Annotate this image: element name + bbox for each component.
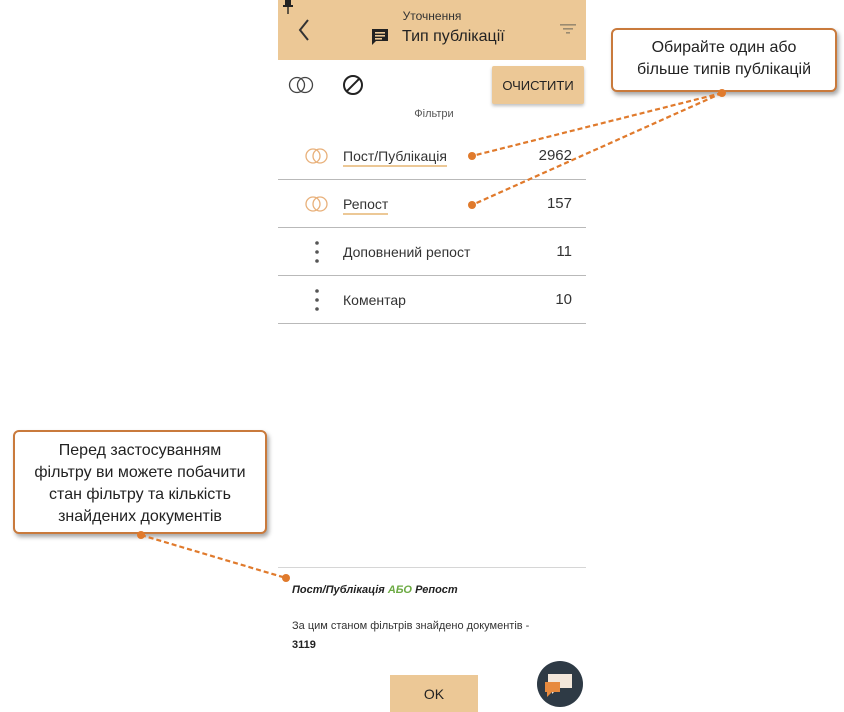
callout-line: знайдених документів — [58, 508, 222, 525]
callout-line: більше типів публікацій — [636, 61, 812, 78]
filter-row-count: 157 — [546, 195, 572, 212]
callout-line: фільтру ви можете побачити — [34, 464, 246, 481]
callout-filter-preview — [13, 430, 267, 534]
filter-row-count: 11 — [556, 243, 572, 260]
query-term: Репост — [415, 584, 458, 596]
filter-row-post[interactable] — [278, 132, 586, 180]
select-all-rings-icon[interactable] — [288, 74, 314, 96]
query-term: Пост/Публікація — [292, 584, 385, 596]
page-title: Тип публікації — [402, 28, 505, 45]
filter-row-extended-repost[interactable] — [278, 228, 586, 276]
selected-rings-icon — [304, 195, 330, 213]
app-bar — [278, 0, 586, 60]
filter-state-query — [292, 584, 458, 596]
message-icon — [370, 27, 390, 47]
filter-row-count: 2962 — [538, 147, 572, 164]
filter-row-comment[interactable] — [278, 276, 586, 324]
kebab-dots-icon — [314, 240, 320, 264]
result-count: 3119 — [292, 639, 316, 651]
filter-row-label: Доповнений репост — [343, 244, 471, 260]
ok-button[interactable]: OK — [390, 675, 478, 712]
filter-row-label: Репост — [343, 196, 388, 215]
result-text: За цим станом фільтрів знайдено документів - — [292, 620, 530, 632]
header-title-group — [370, 26, 505, 48]
callout-line: Перед застосуванням — [58, 442, 222, 459]
kebab-dots-icon — [314, 288, 320, 312]
filter-row-label: Пост/Публікація — [343, 148, 447, 167]
result-summary — [292, 617, 542, 655]
filter-icon[interactable] — [560, 22, 576, 36]
callout-line: стан фільтру та кількість — [49, 486, 231, 503]
filter-panel — [278, 0, 586, 712]
header-subtitle: Уточнення — [402, 9, 462, 23]
callout-arrow — [141, 535, 286, 578]
filter-row-label: Коментар — [343, 292, 406, 308]
chat-bubble-icon[interactable] — [536, 660, 584, 708]
selection-toolbar — [278, 62, 586, 108]
clear-button[interactable]: ОЧИСТИТИ — [492, 66, 584, 104]
filters-section-label: Фільтри — [414, 108, 454, 120]
selected-rings-icon — [304, 147, 330, 165]
callout-line: Обирайте один або — [651, 39, 797, 56]
filter-row-count: 10 — [555, 291, 572, 308]
callout-select-types — [611, 28, 837, 92]
footer-divider — [278, 567, 586, 568]
query-operator: АБО — [387, 584, 412, 596]
select-none-prohibited-icon[interactable] — [342, 74, 364, 96]
filter-row-repost[interactable] — [278, 180, 586, 228]
